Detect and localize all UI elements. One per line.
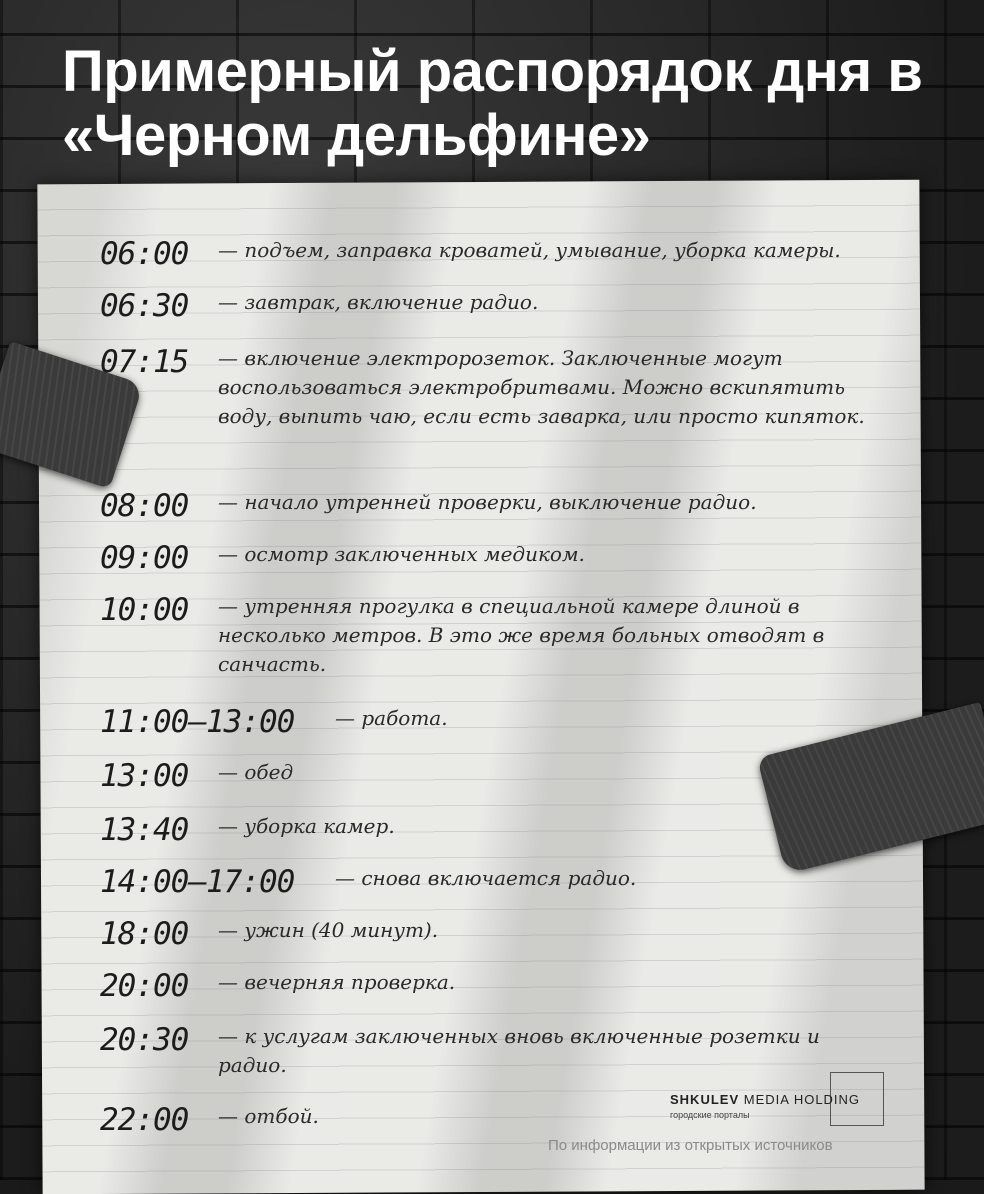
entry-text: — ужин (40 минут). xyxy=(218,918,439,942)
entry-time: 20:30 xyxy=(100,1022,189,1058)
schedule-entry xyxy=(100,540,890,576)
entry-text: — уборка камер. xyxy=(218,814,395,838)
schedule-entry xyxy=(100,592,890,679)
entry-text: — подъем, заправка кроватей, умывание, уборка камеры. xyxy=(218,238,841,262)
entry-time: 06:30 xyxy=(100,288,189,324)
entry-time: 11:00–13:00 xyxy=(100,704,295,740)
entry-text: — завтрак, включение радио. xyxy=(218,290,539,314)
schedule-entry xyxy=(100,916,890,952)
entry-time: 13:00 xyxy=(100,758,189,794)
schedule-entry xyxy=(100,488,890,524)
entry-time: 13:40 xyxy=(100,812,189,848)
logo-brand xyxy=(670,1092,860,1107)
entry-time: 14:00–17:00 xyxy=(100,864,295,900)
entry-text: — отбой. xyxy=(218,1104,319,1128)
entry-time: 18:00 xyxy=(100,916,189,952)
schedule-entry xyxy=(100,968,890,1004)
entry-text: — осмотр заключенных медиком. xyxy=(218,542,585,566)
entry-time: 08:00 xyxy=(100,488,189,524)
entry-time: 09:00 xyxy=(100,540,189,576)
entry-text: — утренняя прогулка в специальной камере длиной в несколько метров. В это же время больных отводят в санчасть. xyxy=(218,594,825,676)
source-note: По информации из открытых источников xyxy=(548,1137,833,1154)
schedule-entry xyxy=(100,704,890,740)
schedule-entry xyxy=(100,864,890,900)
entry-text: — вечерняя проверка. xyxy=(218,970,456,994)
logo-brand-rest: MEDIA HOLDING xyxy=(743,1092,861,1107)
schedule-entry xyxy=(100,758,890,794)
page-title: Примерный распорядок дня в «Черном дельфине» xyxy=(62,39,923,168)
entry-text: — включение электророзеток. Заключенные могут воспользоваться электробритвами. Можно вскипятить воду, выпить чаю, если есть заварка, или просто кипяток. xyxy=(218,346,865,428)
entry-text: — работа. xyxy=(335,706,448,730)
schedule-entry xyxy=(100,812,890,848)
schedule-entry xyxy=(100,344,890,431)
entry-text: — начало утренней проверки, выключение радио. xyxy=(218,490,757,514)
entry-time: 20:00 xyxy=(100,968,189,1004)
entry-time: 22:00 xyxy=(100,1102,189,1138)
entry-text: — к услугам заключенных вновь включенные розетки и радио. xyxy=(218,1024,820,1077)
logo-subtitle: городские порталы xyxy=(670,1110,750,1120)
entry-text: — снова включается радио. xyxy=(335,866,637,890)
entry-time: 07:15 xyxy=(100,344,189,380)
entry-time: 06:00 xyxy=(100,236,189,272)
entry-time: 10:00 xyxy=(100,592,189,628)
entry-text: — обед xyxy=(218,760,294,784)
schedule-entry xyxy=(100,288,890,324)
logo-brand-bold: SHKULEV xyxy=(670,1092,740,1107)
schedule-entry xyxy=(100,236,890,272)
shkulev-logo xyxy=(668,1072,884,1126)
